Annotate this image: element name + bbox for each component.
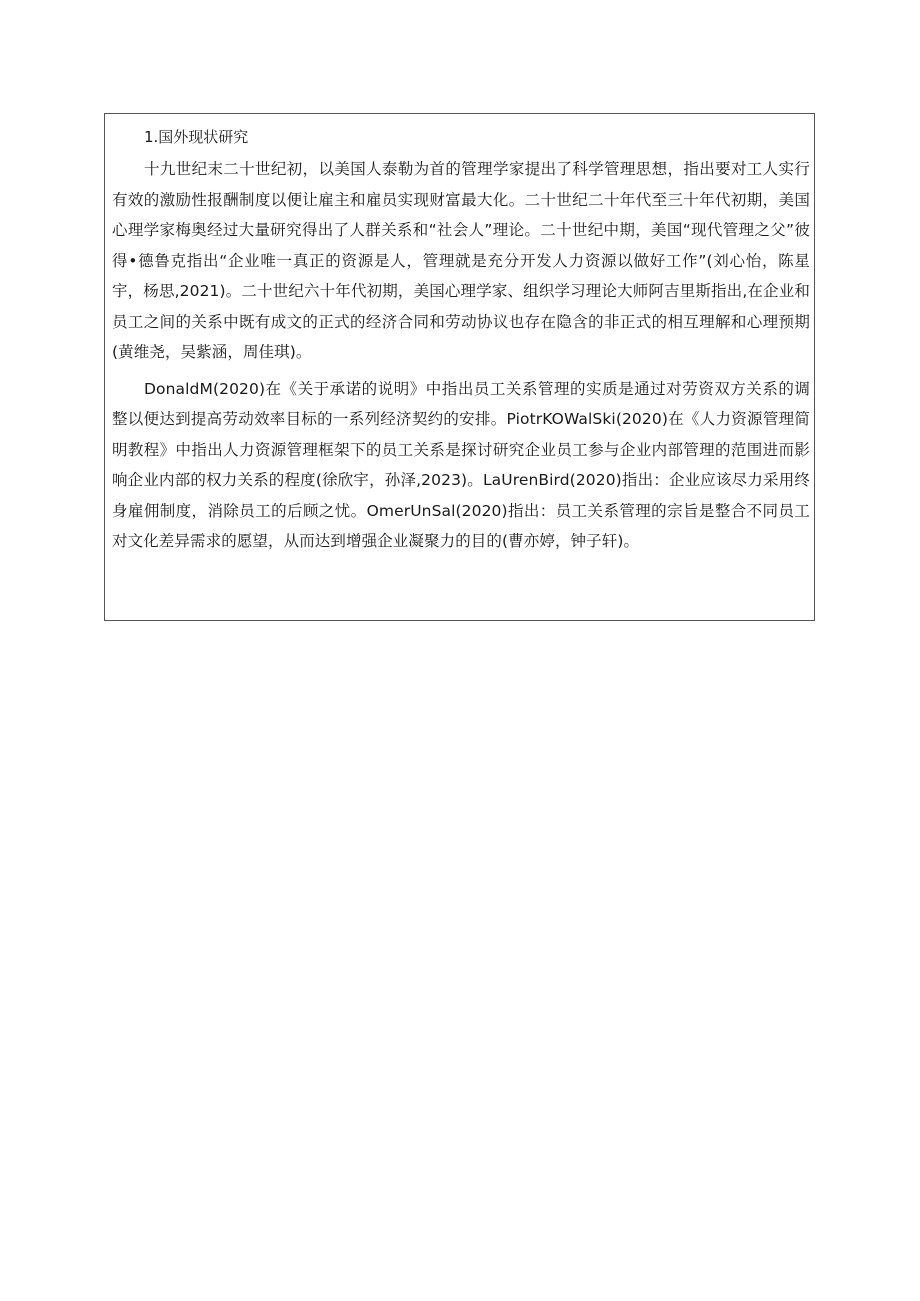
text-box (104, 113, 815, 621)
paragraph-literature: DonaldM(2020)在《关于承诺的说明》中指出员工关系管理的实质是通过对劳资双方关系的调整以便达到提高劳动效率目标的一系列经济契约的安排。PiotrKOWalSki(2020)在《人力资源管理简明教程》中指出人力资源管理框架下的员工关系是探讨研究企业员工参与企业内部管理的范围进而影响企业内部的权力关系的程度(徐欣宇，孙泽,2023)。LaUrenBird(2020)指出：企业应该尽力采用终身雇佣制度，消除员工的后顾之忧。OmerUnSal(2020)指出：员工关系管理的宗旨是整合不同员工对文化差异需求的愿望，从而达到增强企业凝聚力的目的(曹亦婷，钟子轩)。 (112, 379, 810, 550)
paragraph-history: 十九世纪末二十世纪初，以美国人泰勒为首的管理学家提出了科学管理思想，指出要对工人实行有效的激励性报酬制度以便让雇主和雇员实现财富最大化。二十世纪二十年代至三十年代初期，美国心理学家梅奥经过大量研究得出了人群关系和“社会人”理论。二十世纪中期，美国“现代管理之父”彼得•德鲁克指出“企业唯一真正的资源是人，管理就是充分开发人力资源以做好工作”(刘心怡，陈星宇，杨思,2021)。二十世纪六十年代初期，美国心理学家、组织学习理论大师阿吉里斯指出,在企业和员工之间的关系中既有成文的正式的经济合同和劳动协议也存在隐含的非正式的相互理解和心理预期(黄维尧，吴紫涵，周佳琪)。 (112, 160, 810, 361)
section-heading: 1.国外现状研究 (144, 128, 249, 146)
